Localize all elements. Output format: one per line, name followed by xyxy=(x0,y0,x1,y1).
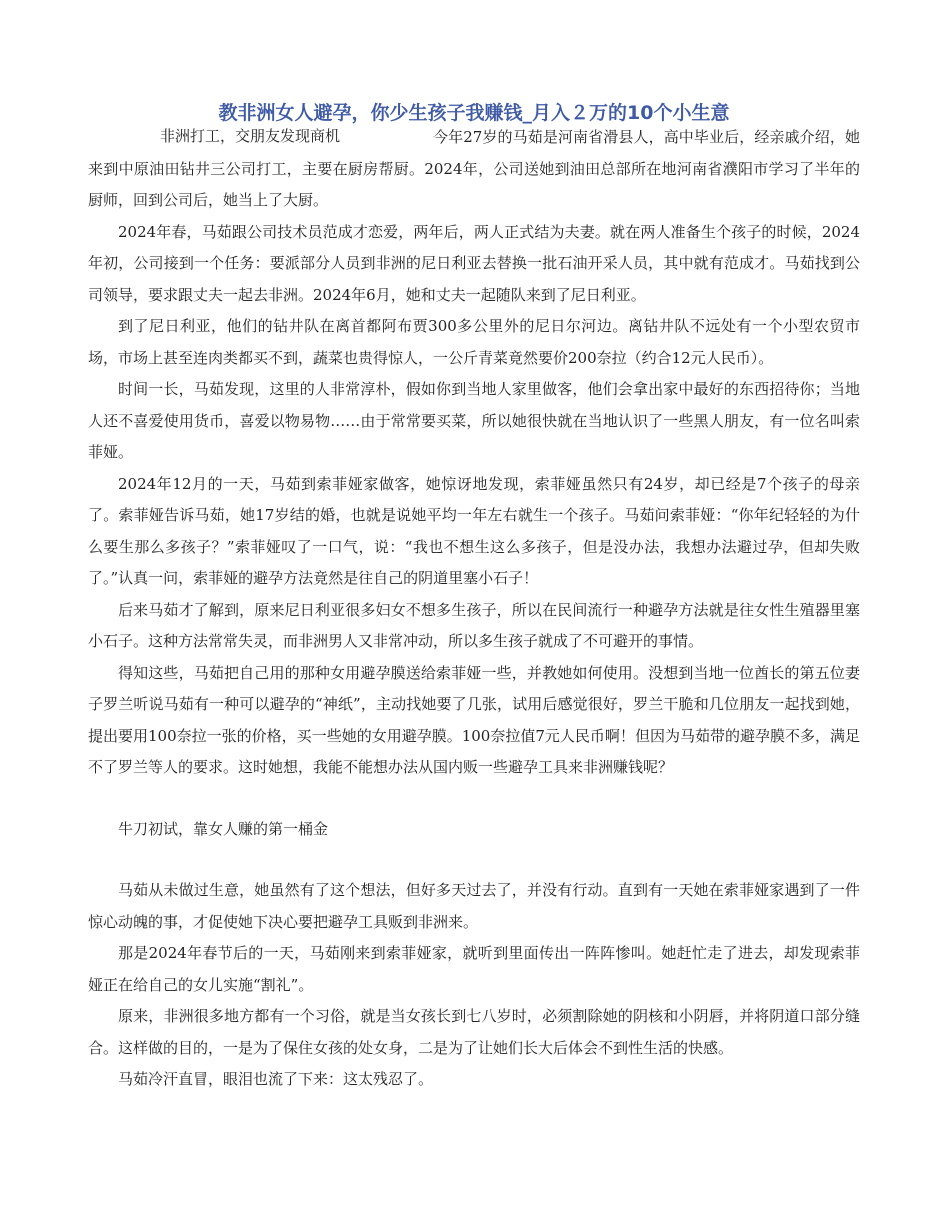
page-title: 教非洲女人避孕，你少生孩子我赚钱_月入２万的10个小生意 xyxy=(218,102,730,124)
paragraph xyxy=(88,875,860,938)
paragraph-text: 时间一长，马茹发现，这里的人非常淳朴，假如你到当地人家里做客，他们会拿出家中最好的东西招待你；当地人还不喜爱使用货币，喜爱以物易物……由于常常要买菜，所以她很快就在当地认识了一些黑人朋友，有一位名叫索菲娅。 xyxy=(88,380,860,461)
paragraph xyxy=(88,595,860,658)
paragraph-text: 马茹从未做过生意，她虽然有了这个想法，但好多天过去了，并没有行动。直到有一天她在索菲娅家遇到了一件惊心动魄的事，才促使她下决心要把避孕工具贩到非洲来。 xyxy=(88,881,860,931)
paragraph xyxy=(88,469,860,595)
paragraph-text: 原来，非洲很多地方都有一个习俗，就是当女孩长到七八岁时，必须割除她的阴核和小阴唇，并将阴道口部分缝合。这样做的目的，一是为了保住女孩的处女身，二是为了让她们长大后体会不到性生活的快感。 xyxy=(88,1007,860,1057)
section-heading: 牛刀初试，靠女人赚的第一桶金 xyxy=(118,819,329,838)
article-body xyxy=(88,122,860,1096)
paragraph xyxy=(88,658,860,784)
paragraph xyxy=(88,217,860,312)
paragraph-text: 到了尼日利亚，他们的钻井队在离首都阿布贾300多公里外的尼日尔河边。离钻井队不远处有一个小型农贸市场，市场上甚至连肉类都买不到，蔬菜也贵得惊人，一公斤青菜竟然要价200奈拉（约合12元人民币）。 xyxy=(88,317,860,367)
section-subtitle: 非洲打工，交朋友发现商机 xyxy=(160,127,341,145)
paragraph-text: 那是2024年春节后的一天，马茹刚来到索菲娅家，就听到里面传出一阵阵惨叫。她赶忙走了进去，却发现索菲娅正在给自己的女儿实施“割礼”。 xyxy=(88,944,860,994)
subtitle-row xyxy=(88,122,860,150)
paragraph xyxy=(88,1064,860,1096)
paragraph-text: 得知这些，马茹把自己用的那种女用避孕膜送给索菲娅一些，并教她如何使用。没想到当地一位酋长的第五位妻子罗兰听说马茹有一种可以避孕的“神纸”，主动找她要了几张，试用后感觉很好，罗兰干脆和几位朋友一起找到她，提出要用100奈拉一张的价格，买一些她的女用避孕膜。100奈拉值7元人民币啊！但因为马茹带的避孕膜不多，满足不了罗兰等人的要求。这时她想，我能不能想办法从国内贩一些避孕工具来非洲赚钱呢？ xyxy=(88,663,860,776)
paragraph xyxy=(88,374,860,469)
paragraph-text: 马茹冷汗直冒，眼泪也流了下来：这太残忍了。 xyxy=(118,1070,434,1088)
paragraph-text: 2024年12月的一天，马茹到索菲娅家做客，她惊讶地发现，索菲娅虽然只有24岁，却已经是7个孩子的母亲了。索菲娅告诉马茹，她17岁结的婚，也就是说她平均一年左右就生一个孩子。马茹问索菲娅：“你年纪轻轻的为什么要生那么多孩子？”索菲娅叹了一口气，说：“我也不想生这么多孩子，但是没办法，我想办法避过孕，但却失败了。”认真一问，索菲娅的避孕方法竟然是往自己的阴道里塞小石子！ xyxy=(88,474,860,587)
paragraph-text: 今年27岁的马茹是河南省滑县人，高中毕业后，经亲戚介绍，她来到中原油田钻井三公司打工，主要在厨房帮厨。2024年，公司送她到油田总部所在地河南省濮阳市学习了半年的厨师，回到公司后，她当上了大厨。 xyxy=(88,128,860,209)
paragraph xyxy=(88,1001,860,1064)
paragraph xyxy=(88,938,860,1001)
paragraph-text: 2024年春，马茹跟公司技术员范成才恋爱，两年后，两人正式结为夫妻。就在两人准备生个孩子的时候，2024年初，公司接到一个任务：要派部分人员到非洲的尼日利亚去替换一批石油开采人员，其中就有范成才。马茹找到公司领导，要求跟丈夫一起去非洲。2024年6月，她和丈夫一起随队来到了尼日利亚。 xyxy=(88,222,860,304)
paragraph xyxy=(88,311,860,374)
paragraph-text: 后来马茹才了解到，原来尼日利亚很多妇女不想多生孩子，所以在民间流行一种避孕方法就是往女性生殖器里塞小石子。这种方法常常失灵，而非洲男人又非常冲动，所以多生孩子就成了不可避开的事情。 xyxy=(88,600,860,650)
document-page xyxy=(88,100,860,1096)
